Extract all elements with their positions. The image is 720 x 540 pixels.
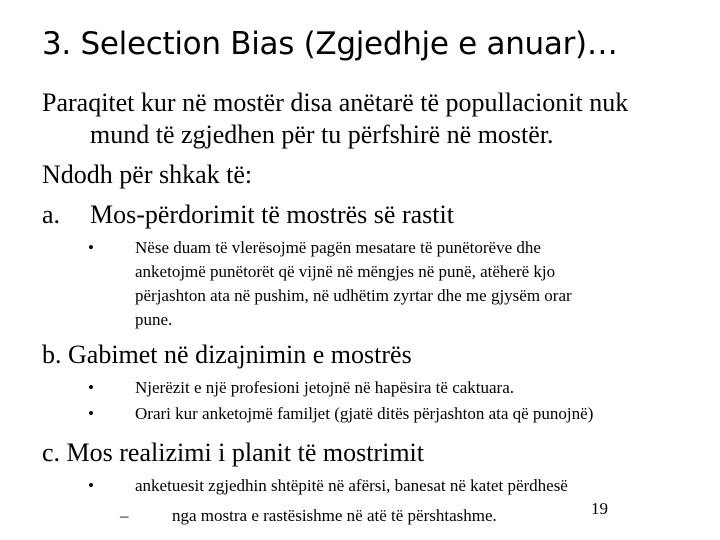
section-a-heading: Mos-përdorimit të mostrës së rastit <box>90 200 454 229</box>
slide-title: 3. Selection Bias (Zgjedhje e anuar)… <box>42 26 618 62</box>
intro-line-1: Paraqitet kur në mostër disa anëtarë të popullacionit nuk <box>42 88 629 117</box>
section-a-text-line-4: pune. <box>135 310 173 329</box>
section-c-item: anketuesit zgjedhin shtëpitë në afërsi, banesat në katet përdhesë <box>135 476 568 495</box>
section-a-text-line-1: Nëse duam të vlerësojmë pagën mesatare të punëtorëve dhe <box>135 238 541 257</box>
bullet-icon: • <box>88 404 94 423</box>
section-c-sub-item: nga mostra e rastësishme në atë të përshtashme. <box>172 506 497 525</box>
section-b-item-1: Njerëzit e një profesioni jetojnë në hapësira të caktuara. <box>135 378 515 397</box>
bullet-icon: • <box>88 378 94 397</box>
section-a-text-line-2: anketojmë punëtorët që vijnë në mëngjes në punë, atëherë kjo <box>135 262 556 281</box>
page-number: 19 <box>591 499 608 518</box>
section-b-heading: b. Gabimet në dizajnimin e mostrës <box>42 340 412 369</box>
dash-icon: – <box>120 506 129 525</box>
section-a-marker: a. <box>42 200 61 229</box>
bullet-icon: • <box>88 476 94 495</box>
section-a-text-line-3: përjashton ata në pushim, në udhëtim zyrtar dhe me gjysëm orar <box>135 286 572 305</box>
section-c-heading: c. Mos realizimi i planit të mostrimit <box>42 438 424 467</box>
cause-label: Ndodh për shkak të: <box>42 160 253 189</box>
section-b-item-2: Orari kur anketojmë familjet (gjatë ditës përjashton ata që punojnë) <box>135 404 594 423</box>
intro-line-2: mund të zgjedhen për tu përfshirë në mostër. <box>90 120 554 149</box>
bullet-icon: • <box>88 238 94 257</box>
